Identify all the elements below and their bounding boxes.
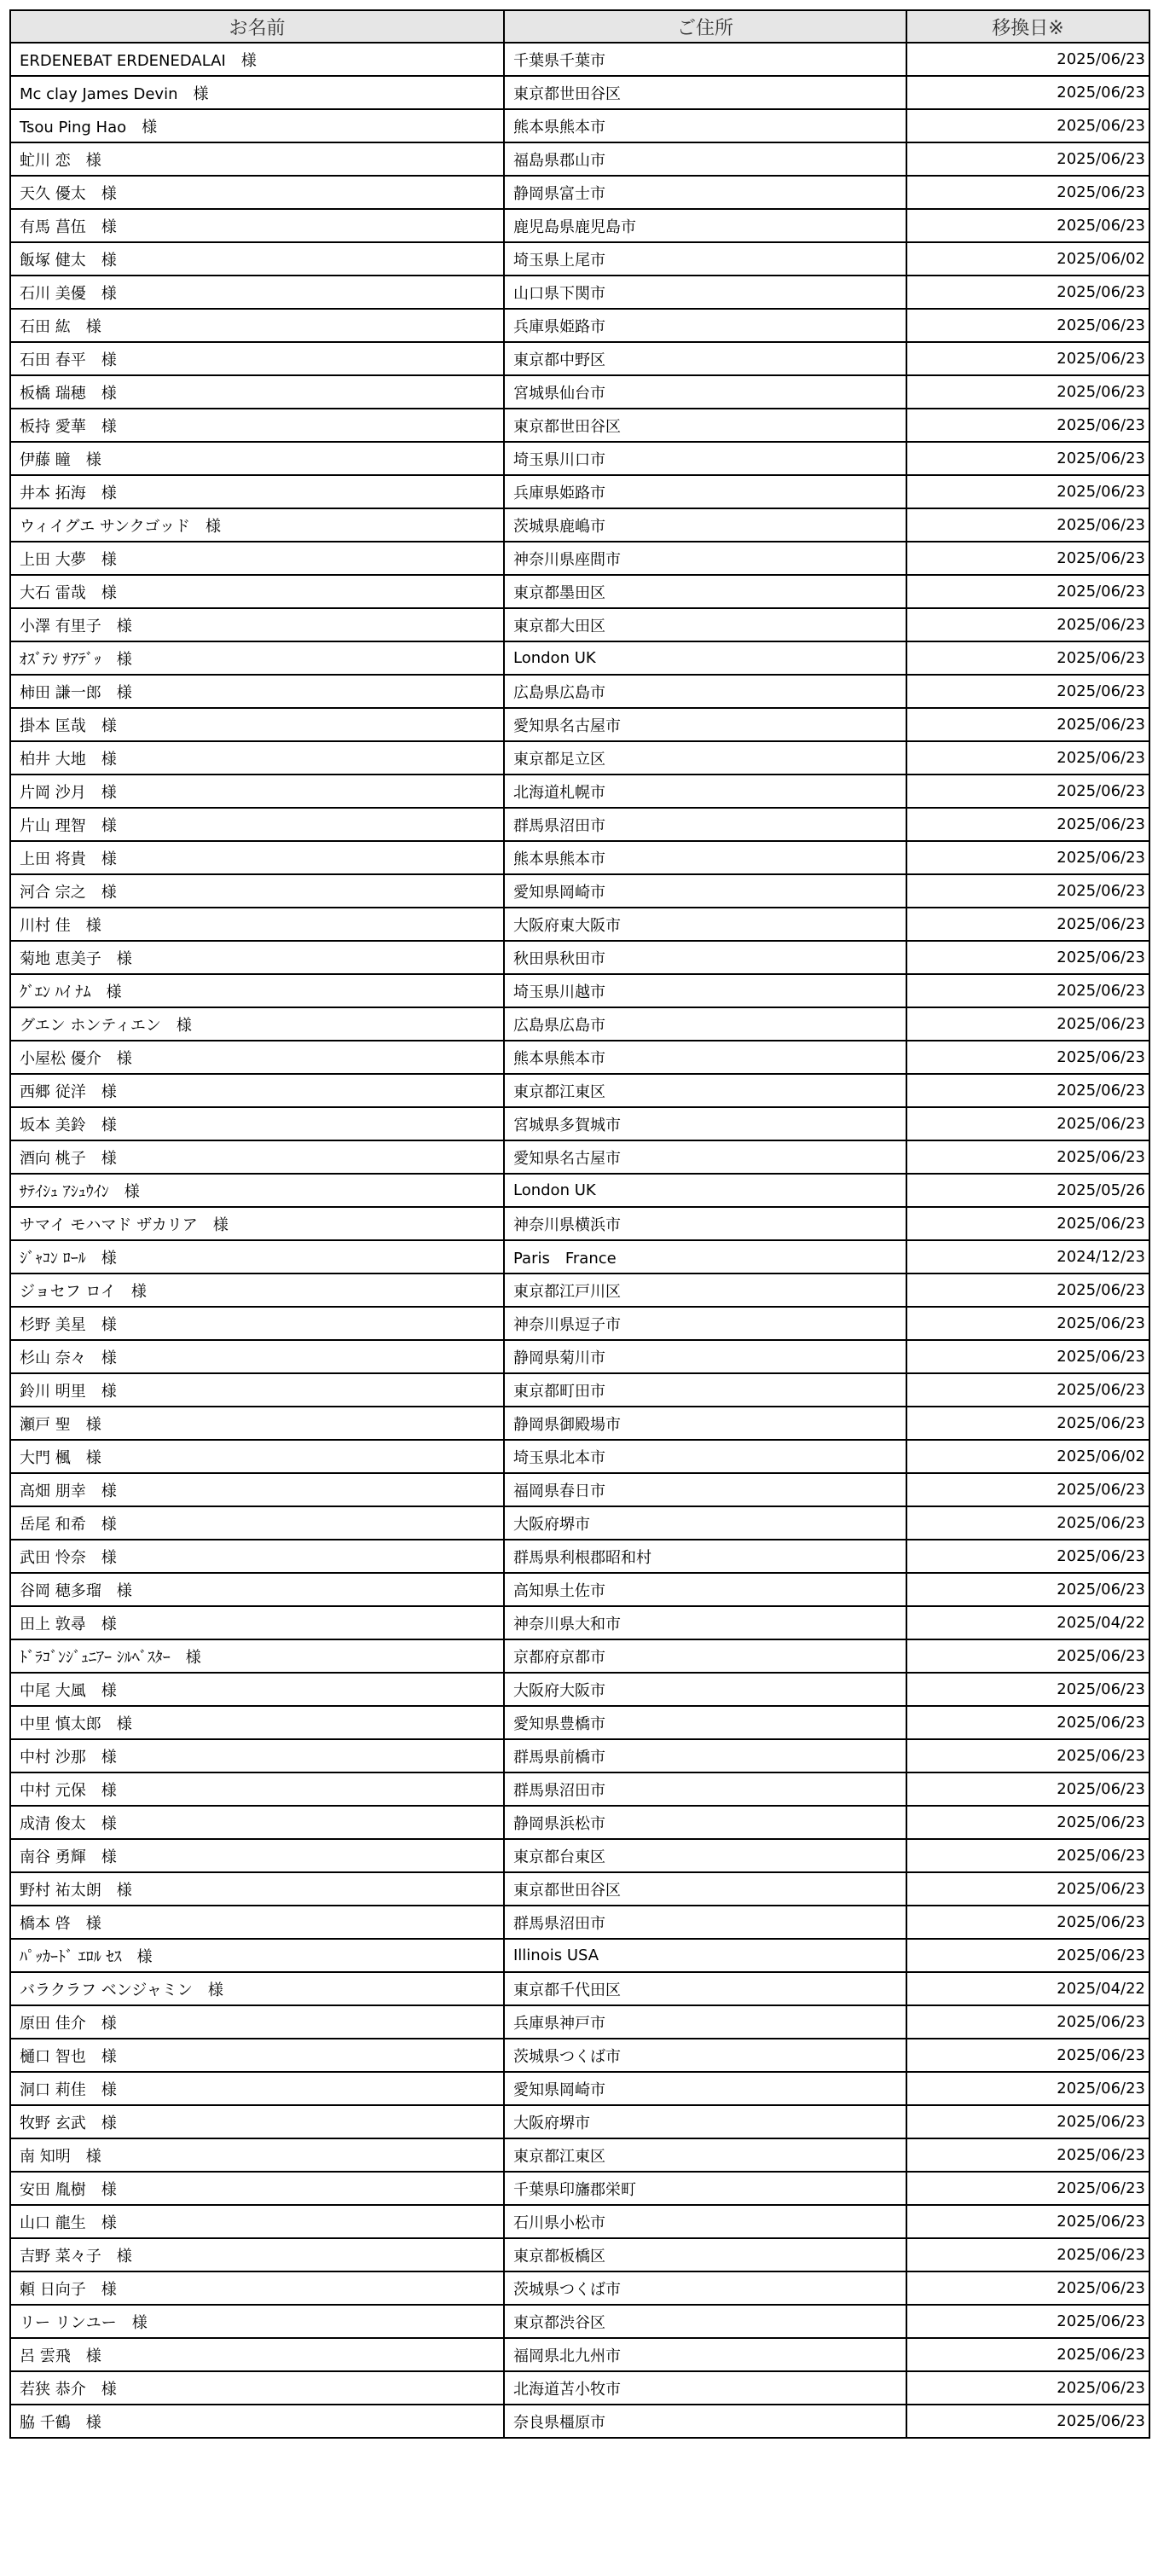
name-cell: 鈴川 明里 様 bbox=[10, 1373, 504, 1407]
date-cell: 2025/06/23 bbox=[906, 1273, 1149, 1307]
date-cell: 2025/06/23 bbox=[906, 475, 1149, 508]
address-cell: 京都府京都市 bbox=[504, 1639, 906, 1673]
date-cell: 2025/06/23 bbox=[906, 1140, 1149, 1174]
name-cell: ジョセフ ロイ 様 bbox=[10, 1273, 504, 1307]
address-cell: 大阪府大阪市 bbox=[504, 1673, 906, 1706]
date-cell: 2025/06/02 bbox=[906, 1440, 1149, 1473]
name-cell: リー リンユー 様 bbox=[10, 2305, 504, 2338]
table-row bbox=[10, 908, 1149, 941]
name-cell: 河合 宗之 様 bbox=[10, 874, 504, 908]
name-cell: ｼﾞｬｺﾝ ﾛｰﾙ 様 bbox=[10, 1240, 504, 1273]
address-cell: 東京都千代田区 bbox=[504, 1972, 906, 2005]
table-row bbox=[10, 1506, 1149, 1540]
address-cell: 北海道苫小牧市 bbox=[504, 2371, 906, 2405]
name-cell: グエン ホンティエン 様 bbox=[10, 1007, 504, 1041]
name-cell: 武田 怜奈 様 bbox=[10, 1540, 504, 1573]
address-cell: 大阪府堺市 bbox=[504, 1506, 906, 1540]
address-cell: 群馬県沼田市 bbox=[504, 1772, 906, 1806]
table-row bbox=[10, 1340, 1149, 1373]
address-cell: 東京都世田谷区 bbox=[504, 409, 906, 442]
name-cell: 井本 拓海 様 bbox=[10, 475, 504, 508]
address-cell: 熊本県熊本市 bbox=[504, 1041, 906, 1074]
address-cell: 静岡県浜松市 bbox=[504, 1806, 906, 1839]
name-cell: 柏井 大地 様 bbox=[10, 741, 504, 775]
date-cell: 2025/06/23 bbox=[906, 1407, 1149, 1440]
table-row bbox=[10, 1706, 1149, 1739]
date-cell: 2025/06/23 bbox=[906, 209, 1149, 242]
address-cell: 神奈川県大和市 bbox=[504, 1606, 906, 1639]
table-row bbox=[10, 2238, 1149, 2271]
name-cell: 安田 胤樹 様 bbox=[10, 2172, 504, 2205]
transfer-list-table bbox=[9, 9, 1150, 2439]
name-cell: バラクラフ ベンジャミン 様 bbox=[10, 1972, 504, 2005]
date-cell: 2025/06/23 bbox=[906, 1074, 1149, 1107]
table-row bbox=[10, 1739, 1149, 1772]
address-cell: 鹿児島県鹿児島市 bbox=[504, 209, 906, 242]
table-row bbox=[10, 775, 1149, 808]
address-cell: 東京都江東区 bbox=[504, 2138, 906, 2172]
address-cell: 東京都墨田区 bbox=[504, 575, 906, 608]
date-cell: 2025/06/23 bbox=[906, 2371, 1149, 2405]
date-cell: 2025/06/02 bbox=[906, 242, 1149, 276]
address-cell: 兵庫県姫路市 bbox=[504, 475, 906, 508]
date-cell: 2025/06/23 bbox=[906, 309, 1149, 342]
date-cell: 2025/06/23 bbox=[906, 1373, 1149, 1407]
table-row bbox=[10, 1273, 1149, 1307]
date-cell: 2025/06/23 bbox=[906, 575, 1149, 608]
date-cell: 2025/06/23 bbox=[906, 508, 1149, 542]
address-cell: 広島県広島市 bbox=[504, 1007, 906, 1041]
table-row bbox=[10, 409, 1149, 442]
name-cell: 小澤 有里子 様 bbox=[10, 608, 504, 641]
table-row bbox=[10, 1573, 1149, 1606]
table-row bbox=[10, 2371, 1149, 2405]
name-cell: 中里 慎太郎 様 bbox=[10, 1706, 504, 1739]
table-row bbox=[10, 1806, 1149, 1839]
table-row bbox=[10, 1440, 1149, 1473]
table-row bbox=[10, 2072, 1149, 2105]
name-cell: 山口 龍生 様 bbox=[10, 2205, 504, 2238]
date-cell: 2025/06/23 bbox=[906, 1906, 1149, 1939]
date-cell: 2025/06/23 bbox=[906, 342, 1149, 375]
table-row bbox=[10, 1041, 1149, 1074]
address-cell: 群馬県利根郡昭和村 bbox=[504, 1540, 906, 1573]
table-row bbox=[10, 1307, 1149, 1340]
date-cell: 2025/06/23 bbox=[906, 2405, 1149, 2438]
date-cell: 2025/06/23 bbox=[906, 708, 1149, 741]
date-cell: 2025/06/23 bbox=[906, 142, 1149, 176]
name-cell: 脇 千鶴 様 bbox=[10, 2405, 504, 2438]
table-row bbox=[10, 808, 1149, 841]
table-row bbox=[10, 76, 1149, 109]
table-row bbox=[10, 841, 1149, 874]
address-cell: 東京都江戸川区 bbox=[504, 1273, 906, 1307]
date-cell: 2025/06/23 bbox=[906, 1839, 1149, 1872]
table-row bbox=[10, 209, 1149, 242]
name-cell: 杉野 美星 様 bbox=[10, 1307, 504, 1340]
date-cell: 2025/06/23 bbox=[906, 1673, 1149, 1706]
address-cell: 埼玉県上尾市 bbox=[504, 242, 906, 276]
table-row bbox=[10, 176, 1149, 209]
address-cell: 神奈川県座間市 bbox=[504, 542, 906, 575]
address-cell: Paris France bbox=[504, 1240, 906, 1273]
date-cell: 2025/06/23 bbox=[906, 1207, 1149, 1240]
date-cell: 2025/06/23 bbox=[906, 2271, 1149, 2305]
date-cell: 2025/06/23 bbox=[906, 1772, 1149, 1806]
name-cell: 中村 元保 様 bbox=[10, 1772, 504, 1806]
date-cell: 2025/04/22 bbox=[906, 1972, 1149, 2005]
name-cell: 伊藤 瞳 様 bbox=[10, 442, 504, 475]
transfer-list-sheet bbox=[9, 9, 1149, 2439]
table-row bbox=[10, 342, 1149, 375]
address-cell: 千葉県印旛郡栄町 bbox=[504, 2172, 906, 2205]
date-cell: 2025/06/23 bbox=[906, 808, 1149, 841]
table-row bbox=[10, 675, 1149, 708]
address-cell: 埼玉県北本市 bbox=[504, 1440, 906, 1473]
date-cell: 2025/06/23 bbox=[906, 76, 1149, 109]
name-cell: 頼 日向子 様 bbox=[10, 2271, 504, 2305]
name-cell: 高畑 朋幸 様 bbox=[10, 1473, 504, 1506]
address-cell: 愛知県名古屋市 bbox=[504, 708, 906, 741]
table-row bbox=[10, 2338, 1149, 2371]
table-row bbox=[10, 2105, 1149, 2138]
address-cell: 神奈川県横浜市 bbox=[504, 1207, 906, 1240]
table-row bbox=[10, 2205, 1149, 2238]
header-name: お名前 bbox=[10, 10, 504, 43]
name-cell: 大門 楓 様 bbox=[10, 1440, 504, 1473]
date-cell: 2025/06/23 bbox=[906, 2105, 1149, 2138]
address-cell: 熊本県熊本市 bbox=[504, 841, 906, 874]
address-cell: 大阪府堺市 bbox=[504, 2105, 906, 2138]
date-cell: 2025/06/23 bbox=[906, 2005, 1149, 2039]
table-row bbox=[10, 43, 1149, 76]
name-cell: ｸﾞｴﾝ ﾊｲ ﾅﾑ 様 bbox=[10, 974, 504, 1007]
name-cell: ｻﾃｲｼｭ ｱｼｭｳｲﾝ 様 bbox=[10, 1174, 504, 1207]
name-cell: 掛本 匡哉 様 bbox=[10, 708, 504, 741]
date-cell: 2025/04/22 bbox=[906, 1606, 1149, 1639]
address-cell: 千葉県千葉市 bbox=[504, 43, 906, 76]
name-cell: 石川 美優 様 bbox=[10, 276, 504, 309]
date-cell: 2025/06/23 bbox=[906, 1107, 1149, 1140]
date-cell: 2025/06/23 bbox=[906, 1806, 1149, 1839]
address-cell: 東京都町田市 bbox=[504, 1373, 906, 1407]
name-cell: 小屋松 優介 様 bbox=[10, 1041, 504, 1074]
table-row bbox=[10, 1540, 1149, 1573]
name-cell: 洞口 莉佳 様 bbox=[10, 2072, 504, 2105]
address-cell: 東京都世田谷区 bbox=[504, 1872, 906, 1906]
table-row bbox=[10, 708, 1149, 741]
name-cell: 有馬 菖伍 様 bbox=[10, 209, 504, 242]
table-row bbox=[10, 1939, 1149, 1972]
name-cell: 菊地 恵美子 様 bbox=[10, 941, 504, 974]
date-cell: 2025/06/23 bbox=[906, 2338, 1149, 2371]
address-cell: 東京都足立区 bbox=[504, 741, 906, 775]
header-date: 移換日※ bbox=[906, 10, 1149, 43]
date-cell: 2025/06/23 bbox=[906, 542, 1149, 575]
address-cell: 茨城県つくば市 bbox=[504, 2271, 906, 2305]
date-cell: 2025/06/23 bbox=[906, 1639, 1149, 1673]
date-cell: 2025/06/23 bbox=[906, 1506, 1149, 1540]
address-cell: London UK bbox=[504, 641, 906, 675]
name-cell: 板持 愛華 様 bbox=[10, 409, 504, 442]
date-cell: 2025/06/23 bbox=[906, 1307, 1149, 1340]
date-cell: 2025/06/23 bbox=[906, 1540, 1149, 1573]
address-cell: 静岡県菊川市 bbox=[504, 1340, 906, 1373]
date-cell: 2025/06/23 bbox=[906, 741, 1149, 775]
table-row bbox=[10, 309, 1149, 342]
name-cell: 片岡 沙月 様 bbox=[10, 775, 504, 808]
date-cell: 2025/06/23 bbox=[906, 1739, 1149, 1772]
address-cell: 北海道札幌市 bbox=[504, 775, 906, 808]
table-row bbox=[10, 1772, 1149, 1806]
address-cell: 茨城県つくば市 bbox=[504, 2039, 906, 2072]
date-cell: 2025/06/23 bbox=[906, 176, 1149, 209]
address-cell: 群馬県沼田市 bbox=[504, 808, 906, 841]
date-cell: 2025/06/23 bbox=[906, 43, 1149, 76]
address-cell: 愛知県岡崎市 bbox=[504, 874, 906, 908]
address-cell: 埼玉県川口市 bbox=[504, 442, 906, 475]
table-row bbox=[10, 1839, 1149, 1872]
name-cell: Mc clay James Devin 様 bbox=[10, 76, 504, 109]
date-cell: 2025/06/23 bbox=[906, 775, 1149, 808]
name-cell: 谷岡 穂多瑠 様 bbox=[10, 1573, 504, 1606]
date-cell: 2025/06/23 bbox=[906, 2205, 1149, 2238]
name-cell: 牧野 玄武 様 bbox=[10, 2105, 504, 2138]
address-cell: 東京都渋谷区 bbox=[504, 2305, 906, 2338]
address-cell: 宮城県仙台市 bbox=[504, 375, 906, 409]
date-cell: 2025/05/26 bbox=[906, 1174, 1149, 1207]
date-cell: 2025/06/23 bbox=[906, 2238, 1149, 2271]
table-row bbox=[10, 874, 1149, 908]
name-cell: 石田 紘 様 bbox=[10, 309, 504, 342]
table-row bbox=[10, 1407, 1149, 1440]
name-cell: 成清 俊太 様 bbox=[10, 1806, 504, 1839]
date-cell: 2024/12/23 bbox=[906, 1240, 1149, 1273]
address-cell: 福岡県春日市 bbox=[504, 1473, 906, 1506]
table-row bbox=[10, 2405, 1149, 2438]
date-cell: 2025/06/23 bbox=[906, 1473, 1149, 1506]
date-cell: 2025/06/23 bbox=[906, 974, 1149, 1007]
address-cell: 東京都中野区 bbox=[504, 342, 906, 375]
table-row bbox=[10, 242, 1149, 276]
address-cell: 山口県下関市 bbox=[504, 276, 906, 309]
table-row bbox=[10, 1639, 1149, 1673]
table-row bbox=[10, 941, 1149, 974]
date-cell: 2025/06/23 bbox=[906, 2172, 1149, 2205]
address-cell: 東京都世田谷区 bbox=[504, 76, 906, 109]
header-address: ご住所 bbox=[504, 10, 906, 43]
address-cell: 広島県広島市 bbox=[504, 675, 906, 708]
name-cell: 瀬戸 聖 様 bbox=[10, 1407, 504, 1440]
name-cell: 南谷 勇輝 様 bbox=[10, 1839, 504, 1872]
address-cell: 東京都台東区 bbox=[504, 1839, 906, 1872]
date-cell: 2025/06/23 bbox=[906, 941, 1149, 974]
date-cell: 2025/06/23 bbox=[906, 874, 1149, 908]
name-cell: 上田 将貴 様 bbox=[10, 841, 504, 874]
date-cell: 2025/06/23 bbox=[906, 641, 1149, 675]
name-cell: ウィイグエ サンクゴッド 様 bbox=[10, 508, 504, 542]
address-cell: 群馬県前橋市 bbox=[504, 1739, 906, 1772]
address-cell: 石川県小松市 bbox=[504, 2205, 906, 2238]
name-cell: 石田 春平 様 bbox=[10, 342, 504, 375]
name-cell: 原田 佳介 様 bbox=[10, 2005, 504, 2039]
name-cell: 橋本 啓 様 bbox=[10, 1906, 504, 1939]
name-cell: Tsou Ping Hao 様 bbox=[10, 109, 504, 142]
address-cell: 茨城県鹿嶋市 bbox=[504, 508, 906, 542]
table-row bbox=[10, 2039, 1149, 2072]
name-cell: 呂 雲飛 様 bbox=[10, 2338, 504, 2371]
name-cell: ﾊﾟｯｶｰﾄﾞ ｴﾛﾙ ｾｽ 様 bbox=[10, 1939, 504, 1972]
date-cell: 2025/06/23 bbox=[906, 2039, 1149, 2072]
table-row bbox=[10, 2172, 1149, 2205]
table-row bbox=[10, 1140, 1149, 1174]
address-cell: 埼玉県川越市 bbox=[504, 974, 906, 1007]
name-cell: 野村 祐太朗 様 bbox=[10, 1872, 504, 1906]
name-cell: ﾄﾞﾗｺﾞﾝｼﾞｭﾆｱｰ ｼﾙﾍﾞｽﾀｰ 様 bbox=[10, 1639, 504, 1673]
table-row bbox=[10, 1207, 1149, 1240]
table-row bbox=[10, 1972, 1149, 2005]
address-cell: 宮城県多賀城市 bbox=[504, 1107, 906, 1140]
date-cell: 2025/06/23 bbox=[906, 409, 1149, 442]
date-cell: 2025/06/23 bbox=[906, 1340, 1149, 1373]
table-row bbox=[10, 1906, 1149, 1939]
name-cell: 南 知明 様 bbox=[10, 2138, 504, 2172]
name-cell: 上田 大夢 様 bbox=[10, 542, 504, 575]
table-row bbox=[10, 1606, 1149, 1639]
address-cell: 秋田県秋田市 bbox=[504, 941, 906, 974]
name-cell: 天久 優太 様 bbox=[10, 176, 504, 209]
address-cell: London UK bbox=[504, 1174, 906, 1207]
name-cell: サマイ モハマド ザカリア 様 bbox=[10, 1207, 504, 1240]
address-cell: 福島県郡山市 bbox=[504, 142, 906, 176]
table-body bbox=[10, 43, 1149, 2438]
table-row bbox=[10, 276, 1149, 309]
address-cell: Illinois USA bbox=[504, 1939, 906, 1972]
table-row bbox=[10, 542, 1149, 575]
name-cell: 吉野 菜々子 様 bbox=[10, 2238, 504, 2271]
name-cell: 若狭 恭介 様 bbox=[10, 2371, 504, 2405]
date-cell: 2025/06/23 bbox=[906, 375, 1149, 409]
table-row bbox=[10, 442, 1149, 475]
name-cell: 樋口 智也 様 bbox=[10, 2039, 504, 2072]
date-cell: 2025/06/23 bbox=[906, 908, 1149, 941]
address-cell: 愛知県名古屋市 bbox=[504, 1140, 906, 1174]
date-cell: 2025/06/23 bbox=[906, 675, 1149, 708]
name-cell: 田上 敦尋 様 bbox=[10, 1606, 504, 1639]
table-row bbox=[10, 2138, 1149, 2172]
table-row bbox=[10, 575, 1149, 608]
date-cell: 2025/06/23 bbox=[906, 109, 1149, 142]
date-cell: 2025/06/23 bbox=[906, 1872, 1149, 1906]
name-cell: 虻川 恋 様 bbox=[10, 142, 504, 176]
name-cell: 坂本 美鈴 様 bbox=[10, 1107, 504, 1140]
address-cell: 愛知県豊橋市 bbox=[504, 1706, 906, 1739]
date-cell: 2025/06/23 bbox=[906, 1706, 1149, 1739]
address-cell: 高知県土佐市 bbox=[504, 1573, 906, 1606]
header-row bbox=[10, 10, 1149, 43]
date-cell: 2025/06/23 bbox=[906, 2138, 1149, 2172]
address-cell: 神奈川県逗子市 bbox=[504, 1307, 906, 1340]
name-cell: 片山 理智 様 bbox=[10, 808, 504, 841]
address-cell: 静岡県御殿場市 bbox=[504, 1407, 906, 1440]
name-cell: 飯塚 健太 様 bbox=[10, 242, 504, 276]
address-cell: 群馬県沼田市 bbox=[504, 1906, 906, 1939]
name-cell: 柿田 謙一郎 様 bbox=[10, 675, 504, 708]
address-cell: 愛知県岡崎市 bbox=[504, 2072, 906, 2105]
address-cell: 兵庫県姫路市 bbox=[504, 309, 906, 342]
table-row bbox=[10, 741, 1149, 775]
table-row bbox=[10, 2305, 1149, 2338]
address-cell: 東京都板橋区 bbox=[504, 2238, 906, 2271]
name-cell: ｵｽﾞﾃﾝ ｻｱﾃﾞｯ 様 bbox=[10, 641, 504, 675]
address-cell: 奈良県橿原市 bbox=[504, 2405, 906, 2438]
table-row bbox=[10, 2271, 1149, 2305]
table-row bbox=[10, 508, 1149, 542]
address-cell: 大阪府東大阪市 bbox=[504, 908, 906, 941]
table-row bbox=[10, 142, 1149, 176]
name-cell: 杉山 奈々 様 bbox=[10, 1340, 504, 1373]
name-cell: 大石 雷哉 様 bbox=[10, 575, 504, 608]
name-cell: 西郷 従洋 様 bbox=[10, 1074, 504, 1107]
date-cell: 2025/06/23 bbox=[906, 1573, 1149, 1606]
table-row bbox=[10, 1074, 1149, 1107]
address-cell: 静岡県富士市 bbox=[504, 176, 906, 209]
address-cell: 熊本県熊本市 bbox=[504, 109, 906, 142]
table-row bbox=[10, 1007, 1149, 1041]
name-cell: 中村 沙那 様 bbox=[10, 1739, 504, 1772]
name-cell: 川村 佳 様 bbox=[10, 908, 504, 941]
name-cell: 板橋 瑞穂 様 bbox=[10, 375, 504, 409]
date-cell: 2025/06/23 bbox=[906, 841, 1149, 874]
date-cell: 2025/06/23 bbox=[906, 276, 1149, 309]
name-cell: 岳尾 和希 様 bbox=[10, 1506, 504, 1540]
table-row bbox=[10, 475, 1149, 508]
table-row bbox=[10, 1174, 1149, 1207]
table-row bbox=[10, 1240, 1149, 1273]
name-cell: ERDENEBAT ERDENEDALAI 様 bbox=[10, 43, 504, 76]
date-cell: 2025/06/23 bbox=[906, 1939, 1149, 1972]
table-row bbox=[10, 641, 1149, 675]
table-row bbox=[10, 608, 1149, 641]
date-cell: 2025/06/23 bbox=[906, 2072, 1149, 2105]
date-cell: 2025/06/23 bbox=[906, 2305, 1149, 2338]
table-row bbox=[10, 375, 1149, 409]
date-cell: 2025/06/23 bbox=[906, 1007, 1149, 1041]
address-cell: 福岡県北九州市 bbox=[504, 2338, 906, 2371]
name-cell: 中尾 大風 様 bbox=[10, 1673, 504, 1706]
table-row bbox=[10, 1373, 1149, 1407]
address-cell: 東京都江東区 bbox=[504, 1074, 906, 1107]
address-cell: 東京都大田区 bbox=[504, 608, 906, 641]
date-cell: 2025/06/23 bbox=[906, 442, 1149, 475]
table-row bbox=[10, 1673, 1149, 1706]
table-row bbox=[10, 1107, 1149, 1140]
table-row bbox=[10, 974, 1149, 1007]
table-row bbox=[10, 1473, 1149, 1506]
address-cell: 兵庫県神戸市 bbox=[504, 2005, 906, 2039]
table-row bbox=[10, 109, 1149, 142]
table-row bbox=[10, 2005, 1149, 2039]
name-cell: 酒向 桃子 様 bbox=[10, 1140, 504, 1174]
date-cell: 2025/06/23 bbox=[906, 608, 1149, 641]
table-row bbox=[10, 1872, 1149, 1906]
date-cell: 2025/06/23 bbox=[906, 1041, 1149, 1074]
